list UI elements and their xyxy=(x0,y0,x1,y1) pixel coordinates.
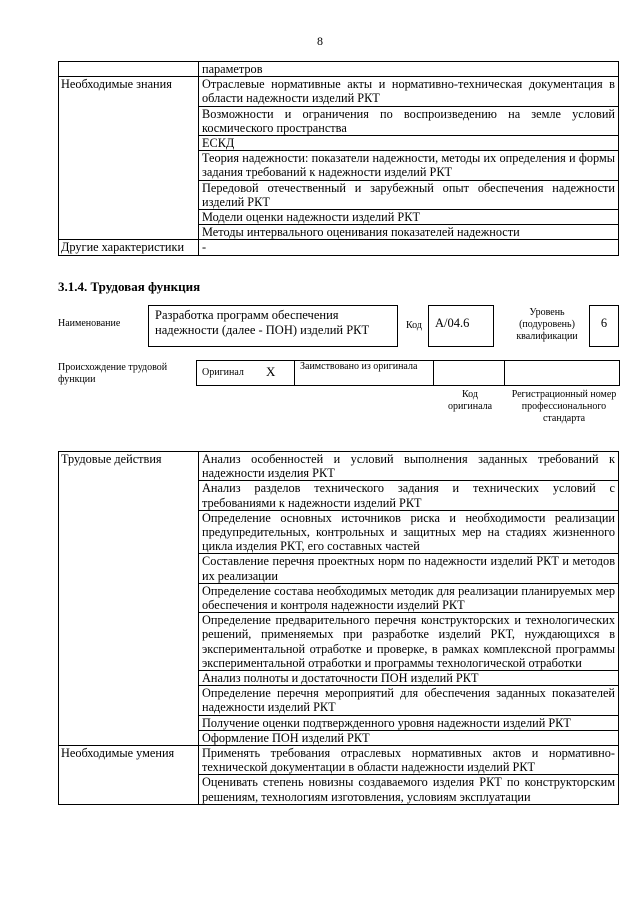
table-row xyxy=(59,746,619,775)
row-text: Передовой отечественный и зарубежный опыт обеспечения надежности изделий РКТ xyxy=(199,180,619,209)
reg-number-label: Регистрационный номер профессионального стандарта xyxy=(511,389,617,424)
row-label-knowledge: Необходимые знания xyxy=(59,77,199,240)
row-text: Отраслевые нормативные акты и нормативно-техническая документация в области надежности изделий РКТ xyxy=(199,77,619,106)
level-value: 6 xyxy=(600,316,608,330)
row-text: Модели оценки надежности изделий РКТ xyxy=(199,210,619,225)
page-number: 8 xyxy=(317,34,323,48)
code-original-label: Код оригинала xyxy=(447,389,493,412)
row-text: Анализ разделов технического задания и технических условий с требованиями к надежности изделий РКТ xyxy=(199,481,619,510)
borrowed-label: Заимствовано из оригинала xyxy=(300,361,418,372)
code-value: A/04.6 xyxy=(435,316,470,330)
table-row xyxy=(59,240,619,255)
row-label-other: Другие характеристики xyxy=(59,240,199,255)
origin-label: Происхождение трудовой функции xyxy=(58,362,168,385)
row-text: Определение состава необходимых методик для реализации планируемых мер обеспечения и контроля надежности изделий РКТ xyxy=(199,583,619,612)
row-text: Возможности и ограничения по воспроизведению на земле условий космического пространства xyxy=(199,106,619,135)
level-label: Уровень (подуровень) квалификации xyxy=(516,307,578,342)
code-box xyxy=(428,305,494,347)
table-row xyxy=(59,77,619,106)
row-text: Применять требования отраслевых нормативных актов и нормативно-технической документации в области надежности изделий РКТ xyxy=(199,746,619,775)
row-text: ЕСКД xyxy=(199,136,619,151)
knowledge-table xyxy=(58,61,619,256)
row-text: Определение предварительного перечня конструкторских и технологических решений, применяемых при разработке изделий РКТ, нуждающихся в экспериментальной отработке и проверке, в рамках комплексной программы экспериментальной отработки и программы технологической отработки xyxy=(199,613,619,671)
code-label: Код xyxy=(406,320,422,331)
name-label: Наименование xyxy=(58,318,121,329)
row-text: Составление перечня проектных норм по надежности изделий РКТ и методов их реализации xyxy=(199,554,619,583)
original-mark: X xyxy=(266,364,276,379)
divider xyxy=(294,360,295,386)
divider xyxy=(433,360,434,386)
row-text: Анализ особенностей и условий выполнения заданных требований к надежности изделия РКТ xyxy=(199,452,619,481)
row-text: Методы интервального оценивания показателей надежности xyxy=(199,225,619,240)
level-box xyxy=(589,305,619,347)
labor-actions-table xyxy=(58,451,619,805)
row-label-actions: Трудовые действия xyxy=(59,452,199,746)
row-text: Анализ полноты и достаточности ПОН изделий РКТ xyxy=(199,671,619,686)
table-row xyxy=(59,452,619,481)
row-text: Определение перечня мероприятий для обеспечения заданных показателей надежности изделий РКТ xyxy=(199,686,619,715)
row-text: Теория надежности: показатели надежности, методы их определения и формы задания требований к надежности изделий РКТ xyxy=(199,151,619,180)
table-row xyxy=(59,62,619,77)
function-name: Разработка программ обеспечения надежности (далее - ПОН) изделий РКТ xyxy=(155,308,370,337)
original-label: Оригинал xyxy=(202,367,244,378)
row-text: параметров xyxy=(199,62,619,77)
section-heading: 3.1.4. Трудовая функция xyxy=(58,279,201,294)
row-text: Получение оценки подтвержденного уровня надежности изделий РКТ xyxy=(199,715,619,730)
row-text: - xyxy=(199,240,619,255)
row-text: Оформление ПОН изделий РКТ xyxy=(199,730,619,745)
row-text: Оценивать степень новизны создаваемого изделия РКТ по конструкторским решениям, технологиям изготовления, условиям эксплуатации xyxy=(199,775,619,804)
row-label-skills: Необходимые умения xyxy=(59,746,199,805)
function-name-box xyxy=(148,305,398,347)
row-label xyxy=(59,62,199,77)
divider xyxy=(504,360,505,386)
row-text: Определение основных источников риска и необходимости реализации предупредительных, контрольных и защитных мер на стадиях жизненного цикла изделия РКТ, его составных частей xyxy=(199,510,619,554)
